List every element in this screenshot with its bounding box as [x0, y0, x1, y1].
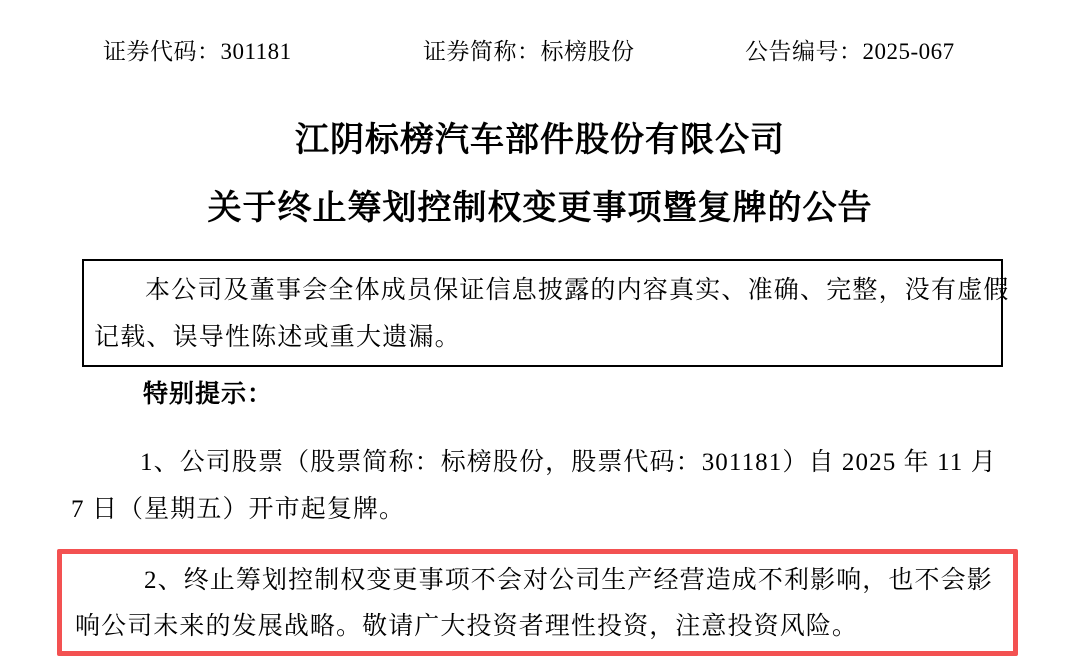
announcement-subject-title: 关于终止筹划控制权变更事项暨复牌的公告 — [207, 190, 873, 227]
item-2-line-2: 响公司未来的发展战略。敬请广大投资者理性投资，注意投资风险。 — [75, 613, 859, 640]
item-1-line-1: 1、公司股票（股票简称：标榜股份，股票代码：301181）自 2025 年 11 月 — [140, 449, 997, 476]
announcement-number-label: 公告编号：2025-067 — [745, 39, 955, 64]
disclaimer-line: 本公司及董事会全体成员保证信息披露的内容真实、准确、完整，没有虚假 — [145, 277, 1010, 304]
item-1-line-2: 7 日（星期五）开市起复牌。 — [71, 496, 406, 523]
disclaimer-box — [82, 259, 1010, 367]
company-name-title: 江阴标榜汽车部件股份有限公司 — [295, 122, 785, 159]
special-note-heading: 特别提示： — [143, 381, 274, 408]
red-highlight-annotation-box — [57, 549, 1018, 656]
stock-name-label: 证券简称：标榜股份 — [423, 39, 635, 64]
item-2-line-1: 2、终止筹划控制权变更事项不会对公司生产经营造成不利影响，也不会影 — [144, 567, 993, 594]
stock-code-label: 证券代码：301181 — [103, 39, 292, 64]
disclaimer-line: 记载、误导性陈述或重大遗漏。 — [94, 324, 461, 351]
